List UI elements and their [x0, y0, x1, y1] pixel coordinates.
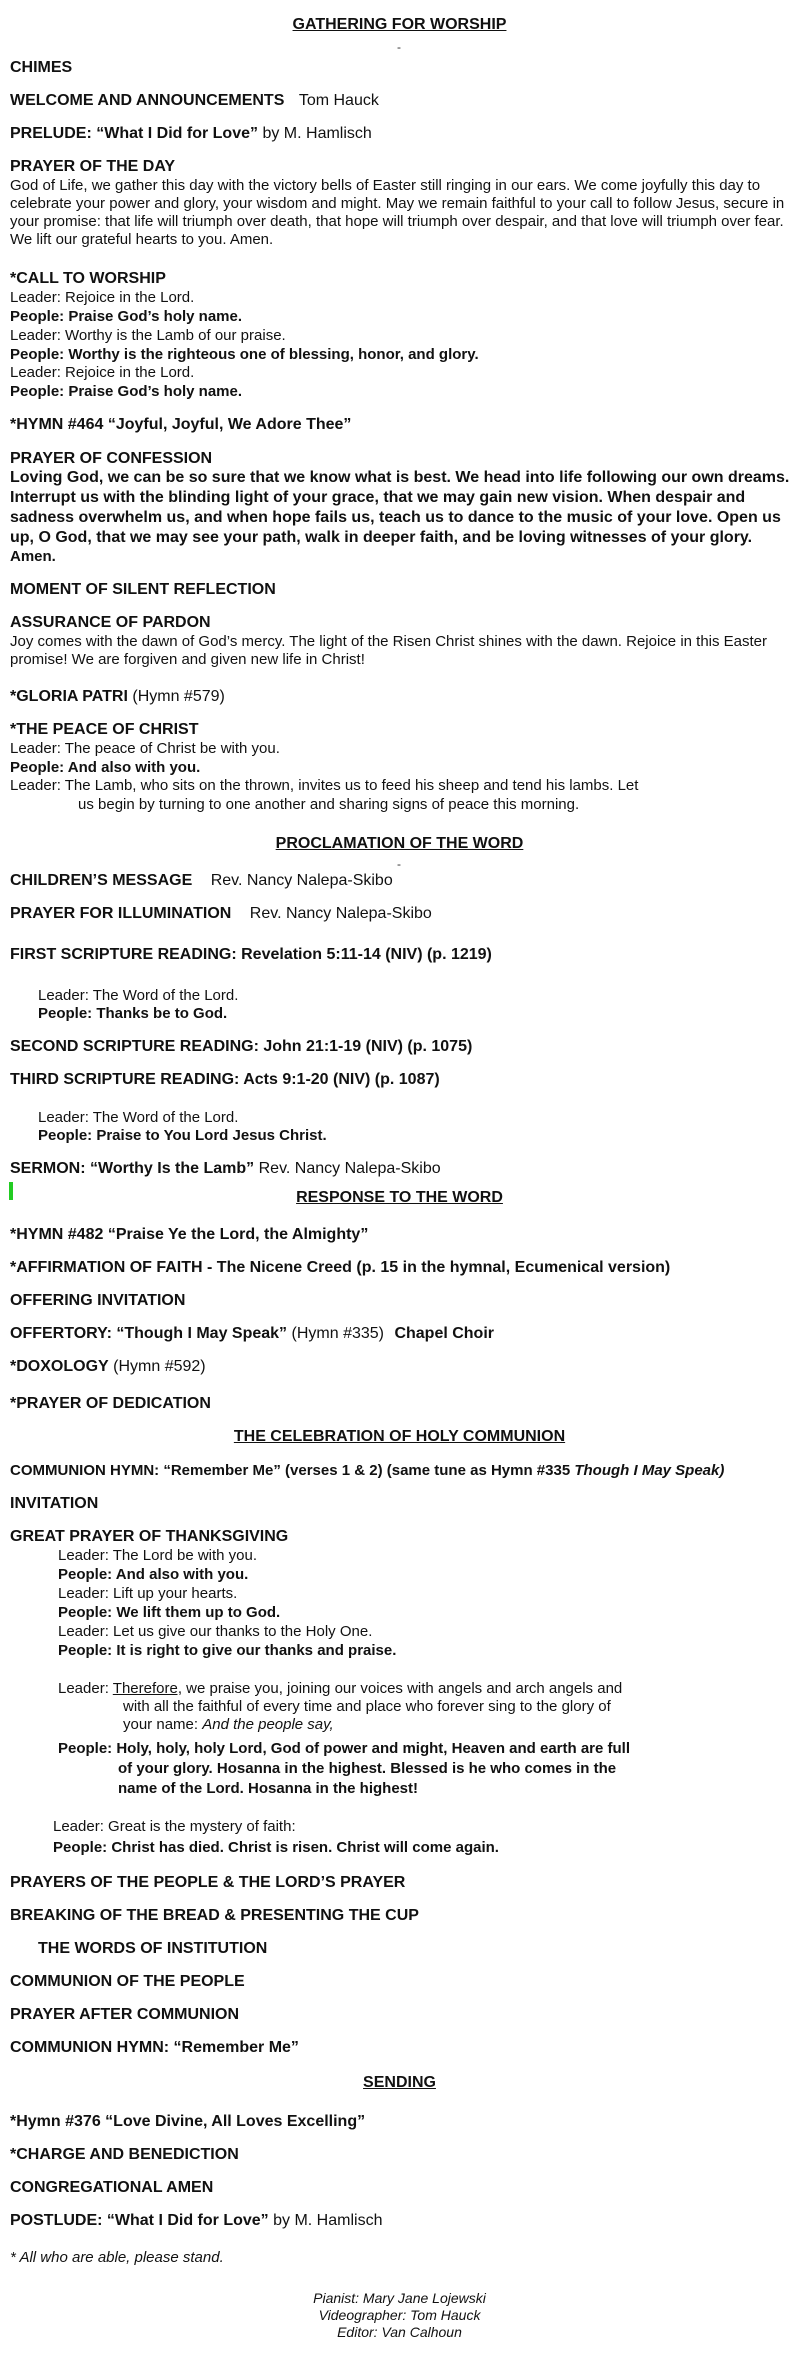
gloria-patri-hymn: (Hymn #579) [127, 688, 225, 705]
people-line: People: And also with you. [10, 759, 201, 776]
words-of-institution: THE WORDS OF INSTITUTION [38, 1940, 268, 1957]
confession-text: Loving God, we can be so sure that we know what is best. We head into life following our own dreams. Interrupt us with the blinding light of your grace, that we may gain new vision. When despair and sadness overwhelm us, and when hope fails us, teach us to dance to the music of your love. Open us up, O God, that we may see your path, walk in deeper faith, and be loving witnesses of your glory. [10, 469, 790, 546]
hymn-464: *HYMN #464 “Joyful, Joyful, We Adore Thee” [10, 416, 352, 433]
leader-line: Leader: Rejoice in the Lord. [10, 364, 195, 381]
call-to-worship-heading: *CALL TO WORSHIP [10, 270, 166, 287]
prelude-line [10, 125, 372, 143]
confession-heading: PRAYER OF CONFESSION [10, 450, 213, 467]
illumination-line [10, 905, 432, 923]
illumination-name: Rev. Nancy Nalepa-Skibo [249, 905, 432, 922]
charge-and-benediction: *CHARGE AND BENEDICTION [10, 2146, 239, 2163]
offertory-line [10, 1325, 494, 1343]
childrens-message-heading: CHILDREN’S MESSAGE [10, 872, 193, 889]
stand-note: * All who are able, please stand. [10, 2249, 224, 2266]
peace-heading: *THE PEACE OF CHRIST [10, 721, 199, 738]
people-line: People: It is right to give our thanks and praise. [58, 1642, 397, 1659]
congregational-amen: CONGREGATIONAL AMEN [10, 2179, 214, 2196]
leader-line: Leader: Lift up your hearts. [58, 1585, 238, 1602]
doxology-heading: *DOXOLOGY [10, 1358, 109, 1375]
welcome-heading: WELCOME AND ANNOUNCEMENTS [10, 92, 285, 109]
second-reading: SECOND SCRIPTURE READING: John 21:1-19 (NIV) (p. 1075) [10, 1038, 473, 1055]
hymn-376: *Hymn #376 “Love Divine, All Loves Excelling” [10, 2113, 366, 2130]
leader-line: Leader: Great is the mystery of faith: [53, 1818, 296, 1835]
leader-line: Leader: Let us give our thanks to the Holy One. [58, 1623, 373, 1640]
people-line-continued: name of the Lord. Hosanna in the highest! [118, 1780, 419, 1797]
people-line-continued: of your glory. Hosanna in the highest. Blessed is he who comes in the [118, 1760, 617, 1777]
breaking-of-bread: BREAKING OF THE BREAD & PRESENTING THE CUP [10, 1907, 419, 1924]
people-line: People: Praise to You Lord Jesus Christ. [38, 1127, 327, 1144]
people-line [58, 1566, 248, 1583]
leader-text: we praise you, joining our voices with angels and arch angels and [181, 1680, 623, 1697]
leader-line: Leader: The Word of the Lord. [38, 1109, 239, 1126]
people-line: People: We lift them up to God. [58, 1604, 281, 1621]
sermon-heading: SERMON: “Worthy Is the Lamb” [10, 1160, 255, 1177]
people-line: People: Praise God’s holy name. [10, 383, 243, 400]
people-response: And also with you. [112, 1566, 249, 1583]
prayer-day-text: God of Life, we gather this day with the victory bells of Easter still ringing in our ears. We come joyfully this day to celebrate your power and glory, your wisdom and might. May we remain faithful to your call to follow Jesus, secure in your promise: that life will triumph over death, that hope will triumph over despair, and that love will triumph over fear. We lift our grateful hearts to you. Amen. [10, 177, 785, 248]
people-cue: And the people say, [202, 1716, 334, 1733]
communion-hymn-heading: COMMUNION HYMN: “Remember Me” (verses 1 & 2) (same tune as Hymn #335 [10, 1462, 575, 1479]
childrens-message-name: Rev. Nancy Nalepa-Skibo [210, 872, 393, 889]
leader-line-continued: with all the faithful of every time and place who forever sing to the glory of [123, 1698, 611, 1715]
prayer-day-heading: PRAYER OF THE DAY [10, 158, 176, 175]
affirmation-of-faith: *AFFIRMATION OF FAITH - The Nicene Creed (p. 15 in the hymnal, Ecumenical version) [10, 1259, 671, 1276]
section-heading-communion: THE CELEBRATION OF HOLY COMMUNION [233, 1428, 566, 1445]
offertory-hymn: (Hymn #335) [287, 1325, 384, 1342]
people-line: People: Worthy is the righteous one of blessing, honor, and glory. [10, 346, 479, 363]
gloria-patri-heading: *GLORIA PATRI [10, 688, 128, 705]
communion-hymn-tune: Though I May Speak) [574, 1462, 725, 1479]
people-line: People: Thanks be to God. [38, 1005, 228, 1022]
postlude-composer: by M. Hamlisch [268, 2212, 383, 2229]
third-reading: THIRD SCRIPTURE READING: Acts 9:1-20 (NIV) (p. 1087) [10, 1071, 440, 1088]
first-reading: FIRST SCRIPTURE READING: Revelation 5:11-14 (NIV) (p. 1219) [10, 946, 492, 963]
illumination-heading: PRAYER FOR ILLUMINATION [10, 905, 232, 922]
section-heading-response: RESPONSE TO THE WORD [296, 1189, 503, 1206]
welcome-line [10, 92, 379, 110]
offering-invitation: OFFERING INVITATION [10, 1292, 186, 1309]
leader-line: Leader: The peace of Christ be with you. [10, 740, 280, 757]
leader-text: your name: [123, 1716, 203, 1733]
communion-of-the-people: COMMUNION OF THE PEOPLE [10, 1973, 245, 1990]
leader-line: Leader: Worthy is the Lamb of our praise. [10, 327, 286, 344]
people-line: People: Holy, holy, holy Lord, God of power and might, Heaven and earth are full [58, 1740, 631, 1757]
assurance-heading: ASSURANCE OF PARDON [10, 614, 211, 631]
section-heading-sending: SENDING [363, 2074, 436, 2091]
credit-pianist: Pianist: Mary Jane Lojewski [313, 2290, 486, 2306]
people-line: People: Christ has died. Christ is risen. Christ will come again. [53, 1839, 499, 1856]
underlined-word: Therefore, [112, 1680, 182, 1697]
childrens-message-line [10, 872, 393, 890]
sermon-line [10, 1160, 441, 1178]
postlude-line [10, 2212, 382, 2230]
confession-amen: Amen. [10, 548, 56, 565]
assurance-text: Joy comes with the dawn of God’s mercy. The light of the Risen Christ shines with the dawn. Rejoice in this Easter promise! We are forgiven and given new life in Christ! [10, 633, 768, 668]
communion-hymn-line [10, 1462, 724, 1479]
leader-line: Leader: The Word of the Lord. [38, 987, 239, 1004]
leader-line: Leader: Rejoice in the Lord. [10, 289, 195, 306]
credit-editor: Editor: Van Calhoun [337, 2324, 462, 2340]
sermon-preacher: Rev. Nancy Nalepa-Skibo [254, 1160, 441, 1177]
people-line: People: Praise God’s holy name. [10, 308, 243, 325]
doxology-hymn: (Hymn #592) [108, 1358, 206, 1375]
communion-hymn-closing: COMMUNION HYMN: “Remember Me” [10, 2039, 299, 2056]
great-prayer-heading: GREAT PRAYER OF THANKSGIVING [10, 1528, 289, 1545]
invitation-heading: INVITATION [10, 1495, 99, 1512]
stray-mark: - [397, 857, 401, 871]
gloria-patri-line [10, 688, 225, 706]
prayer-of-dedication: *PRAYER OF DEDICATION [10, 1395, 211, 1412]
section-heading-gathering: GATHERING FOR WORSHIP [292, 16, 507, 33]
postlude-heading: POSTLUDE: “What I Did for Love” [10, 2212, 269, 2229]
chimes-heading: CHIMES [10, 59, 73, 76]
offertory-choir: Chapel Choir [394, 1325, 494, 1342]
prayer-after-communion: PRAYER AFTER COMMUNION [10, 2006, 240, 2023]
doxology-line [10, 1358, 206, 1376]
leader-line: Leader: The Lamb, who sits on the thrown, invites us to feed his sheep and tend his lambs. Let [10, 777, 639, 794]
credit-videographer: Videographer: Tom Hauck [318, 2307, 481, 2323]
section-heading-proclamation: PROCLAMATION OF THE WORD [275, 835, 524, 852]
welcome-name: Tom Hauck [298, 92, 379, 109]
silent-reflection-heading: MOMENT OF SILENT REFLECTION [10, 581, 276, 598]
leader-line: Leader: The Lord be with you. [58, 1547, 258, 1564]
leader-line-continued [123, 1716, 334, 1733]
offertory-heading: OFFERTORY: “Though I May Speak” [10, 1325, 288, 1342]
leader-line [58, 1680, 622, 1697]
prelude-heading: PRELUDE: “What I Did for Love” [10, 125, 258, 142]
people-label: People: [58, 1566, 113, 1583]
prayers-of-the-people: PRAYERS OF THE PEOPLE & THE LORD’S PRAYER [10, 1874, 406, 1891]
leader-label: Leader: [58, 1680, 113, 1697]
prelude-composer: by M. Hamlisch [258, 125, 372, 142]
hymn-482: *HYMN #482 “Praise Ye the Lord, the Almighty” [10, 1226, 369, 1243]
stray-mark: - [397, 40, 401, 54]
leader-line-continued: us begin by turning to one another and sharing signs of peace this morning. [78, 796, 580, 813]
